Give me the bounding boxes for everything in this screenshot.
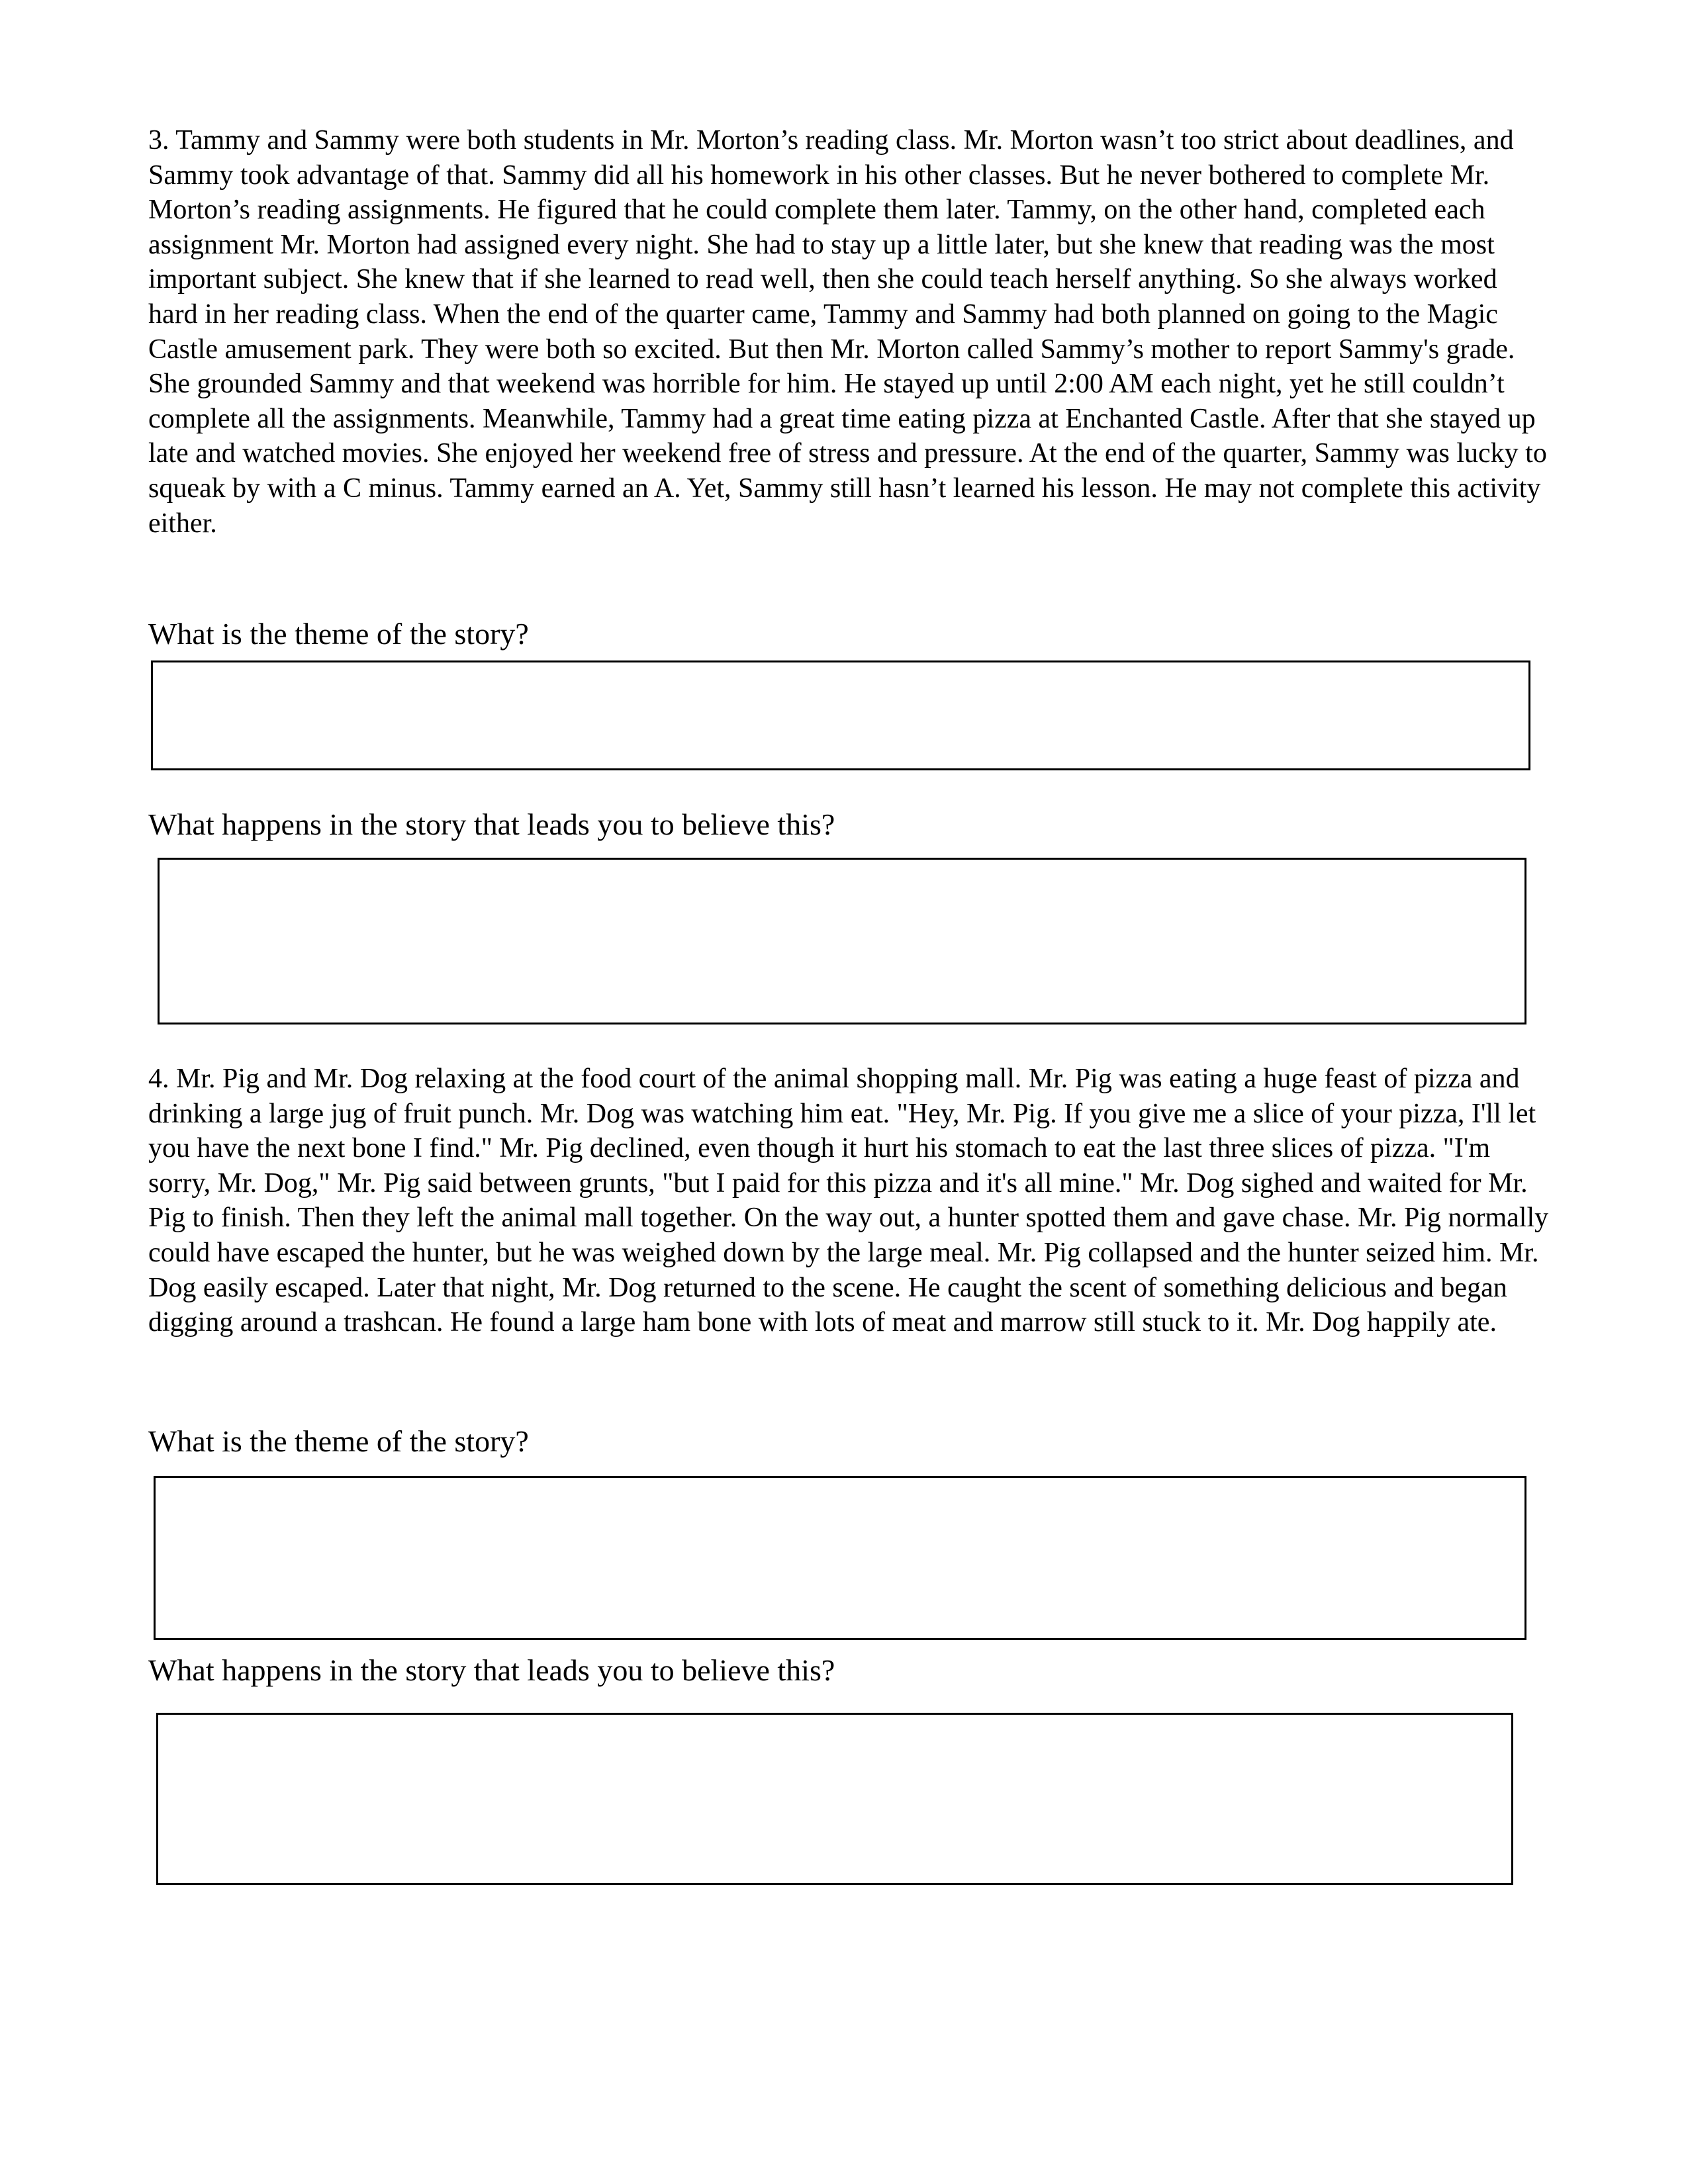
story-3-text: 3. Tammy and Sammy were both students in Mr. Morton’s reading class. Mr. Morton wasn’t too strict about deadlines, and Sammy took advantage of that. Sammy did all his homework in his other classes. But he never bothered to complete Mr. Morton’s reading assignments. He figured that he could complete them later. Tammy, on the other hand, completed each assignment Mr. Morton had assigned every night. She had to stay up a little later, but she knew that reading was the most important subject. She knew that if she learned to read well, then she could teach herself anything. So she always worked hard in her reading class. When the end of the quarter came, Tammy and Sammy had both planned on going to the Magic Castle amusement park. They were both so excited. But then Mr. Morton called Sammy’s mother to report Sammy's grade. She grounded Sammy and that weekend was horrible for him. He stayed up until 2:00 AM each night, yet he still couldn’t complete all the assignments. Meanwhile, Tammy had a great time eating pizza at Enchanted Castle. After that she stayed up late and watched movies. She enjoyed her weekend free of stress and pressure. At the end of the quarter, Sammy was lucky to squeak by with a C minus. Tammy earned an A. Yet, Sammy still hasn’t learned his lesson. He may not complete this activity either. bbox=[148, 125, 1547, 539]
story-4-evidence-question: What happens in the story that leads you to believe this? bbox=[148, 1653, 835, 1687]
story-4-theme-answer-box[interactable] bbox=[154, 1476, 1526, 1640]
story-3-theme-answer-box[interactable] bbox=[151, 660, 1530, 770]
story-4-theme-question: What is the theme of the story? bbox=[148, 1424, 529, 1458]
story-4-evidence-answer-box[interactable] bbox=[156, 1713, 1513, 1885]
story-4-text: 4. Mr. Pig and Mr. Dog relaxing at the food court of the animal shopping mall. Mr. Pig was eating a huge feast of pizza and drinking a large jug of fruit punch. Mr. Dog was watching him eat. "Hey, Mr. Pig. If you give me a slice of your pizza, I'll let you have the next bone I find." Mr. Pig declined, even though it hurt his stomach to eat the last three slices of pizza. "I'm sorry, Mr. Dog," Mr. Pig said between grunts, "but I paid for this pizza and it's all mine." Mr. Dog sighed and waited for Mr. Pig to finish. Then they left the animal mall together. On the way out, a hunter spotted them and gave chase. Mr. Pig normally could have escaped the hunter, but he was weighed down by the large meal. Mr. Pig collapsed and the hunter seized him. Mr. Dog easily escaped. Later that night, Mr. Dog returned to the scene. He caught the scent of something delicious and began digging around a trashcan. He found a large ham bone with lots of meat and marrow still stuck to it. Mr. Dog happily ate. bbox=[148, 1064, 1549, 1338]
story-3-theme-question: What is the theme of the story? bbox=[148, 617, 529, 651]
story-3-evidence-answer-box[interactable] bbox=[158, 858, 1526, 1024]
story-3-evidence-question: What happens in the story that leads you to believe this? bbox=[148, 807, 835, 841]
